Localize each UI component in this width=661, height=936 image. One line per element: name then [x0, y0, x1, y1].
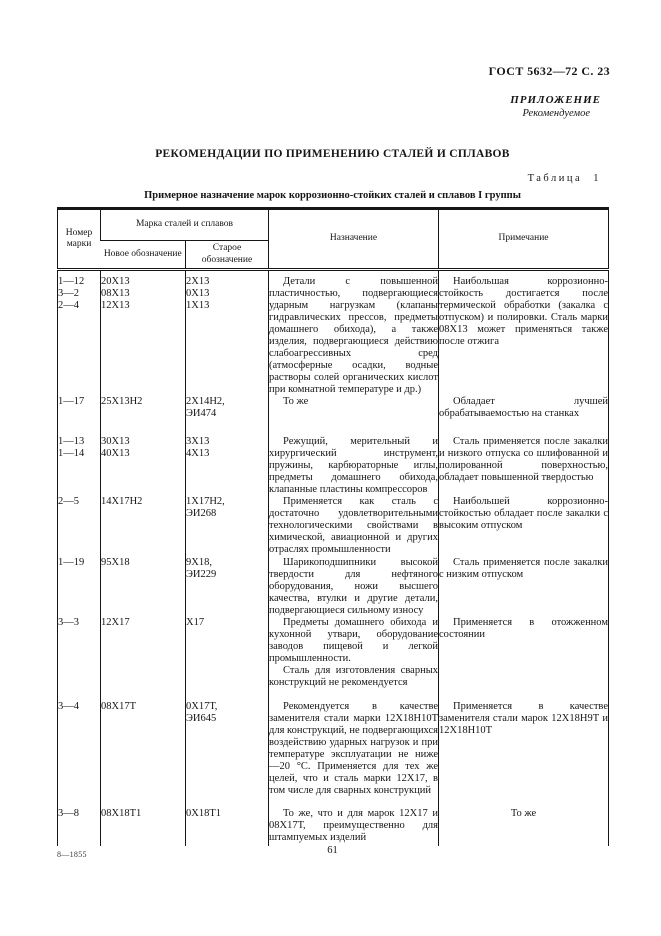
cell-new-designation [101, 557, 186, 617]
steel-grade-old: 0Х18Т1 [186, 808, 221, 819]
steel-grade-old: 0Х13 [186, 288, 210, 299]
table-row [58, 808, 609, 846]
cell-note [439, 270, 609, 397]
mark-number: 1—13 [58, 436, 85, 447]
table-row [58, 496, 609, 557]
cell-old-designation [186, 808, 269, 846]
cell-purpose [269, 496, 439, 557]
cell-mark-numbers [58, 557, 101, 617]
cell-old-designation [186, 270, 269, 397]
cell-mark-numbers [58, 808, 101, 846]
steel-grade-old: 2Х14Н2, [186, 396, 225, 407]
cell-mark-numbers [58, 436, 101, 496]
cell-note [439, 808, 609, 846]
gost-standard-header: ГОСТ 5632—72 С. 23 [488, 64, 610, 78]
steel-grade: 08Х13 [101, 288, 130, 299]
cell-new-designation [101, 270, 186, 397]
steel-grade: 12Х13 [101, 300, 130, 311]
purpose-paragraph: Сталь для изготовления сварных конструкций не рекомендуется [269, 665, 438, 688]
mark-number: 3—3 [58, 617, 79, 628]
steel-grade-old: ЭИ474 [186, 408, 217, 419]
note-paragraph: Сталь применяется после закалки и низкого отпуска со шлифованной и полированной поверхностью, обладает повышенной твердостью [439, 436, 608, 483]
purpose-paragraph: То же [283, 396, 309, 407]
steel-grade-old: ЭИ645 [186, 713, 217, 724]
mark-number: 3—8 [58, 808, 79, 819]
mark-number: 1—19 [58, 557, 85, 568]
steel-grade-old: 3Х13 [186, 436, 210, 447]
cell-mark-numbers [58, 617, 101, 701]
cell-mark-numbers [58, 270, 101, 397]
page-title: РЕКОМЕНДАЦИИ ПО ПРИМЕНЕНИЮ СТАЛЕЙ И СПЛАВОВ [155, 148, 510, 160]
steel-grade: 40Х13 [101, 448, 130, 459]
cell-old-designation [186, 436, 269, 496]
cell-note [439, 396, 609, 436]
cell-note [439, 496, 609, 557]
steel-grade: 08Х17Т [101, 701, 136, 712]
steel-grade-old: 9Х18, [186, 557, 212, 568]
steel-grade-old: ЭИ229 [186, 569, 217, 580]
table-label: Таблица 1 [527, 173, 601, 184]
cell-old-designation [186, 557, 269, 617]
header-old-designation: Старое обозначение [186, 241, 269, 270]
cell-mark-numbers [58, 496, 101, 557]
cell-old-designation [186, 396, 269, 436]
note-paragraph: Наибольшая коррозионно-стойкость достигается после термической обработки (закалка с отпуском) и полировки. Сталь марки 08Х13 может применяться также после отжига [439, 276, 608, 347]
mark-number: 3—2 [58, 288, 79, 299]
note-paragraph: Обладает лучшей обрабатываемостью на станках [439, 396, 608, 419]
note-paragraph: Наибольшей коррозионно-стойкостью обладает после закалки с высоким отпуском [439, 496, 608, 531]
table-header [58, 209, 609, 270]
cell-note [439, 617, 609, 701]
steel-grade: 20Х13 [101, 276, 130, 287]
table-caption: Примерное назначение марок коррозионно-стойких сталей и сплавов I группы [144, 190, 521, 201]
steel-grade-old: ЭИ268 [186, 508, 217, 519]
steel-grade-old: 4Х13 [186, 448, 210, 459]
mark-number: 2—4 [58, 300, 79, 311]
annex-title: ПРИЛОЖЕНИЕ [510, 94, 601, 106]
steel-grade-old: 1Х13 [186, 300, 210, 311]
table-row [58, 436, 609, 496]
cell-note [439, 557, 609, 617]
header-mark-number: Номер марки [58, 209, 101, 270]
cell-new-designation [101, 808, 186, 846]
header-note: Примечание [439, 209, 609, 270]
steel-grade: 08Х18Т1 [101, 808, 142, 819]
mark-number: 1—12 [58, 276, 85, 287]
mark-number: 1—17 [58, 396, 85, 407]
steel-grade: 30Х13 [101, 436, 130, 447]
note-paragraph: Применяется в качестве заменителя стали марок 12Х18Н9Т и 12Х18Н10Т [439, 701, 608, 736]
steel-grade-old: Х17 [186, 617, 205, 628]
table-row [58, 396, 609, 436]
purpose-paragraph: Режущий, мерительный и хирургический инструмент, пружины, карбюраторные иглы, предметы домашнего обихода, клапанные пластины компрессоров [269, 436, 438, 495]
cell-old-designation [186, 701, 269, 808]
page-number: 61 [327, 845, 338, 856]
cell-new-designation [101, 496, 186, 557]
steel-grade-old: 0Х17Т, [186, 701, 218, 712]
steel-grades-table [57, 207, 609, 846]
table-row [58, 617, 609, 701]
steel-grade-old: 2Х13 [186, 276, 210, 287]
cell-new-designation [101, 396, 186, 436]
steel-grade: 12Х17 [101, 617, 130, 628]
note-paragraph: Сталь применяется после закалки с низким отпуском [439, 557, 608, 580]
cell-new-designation [101, 701, 186, 808]
cell-mark-numbers [58, 701, 101, 808]
cell-old-designation [186, 496, 269, 557]
header-new-designation: Новое обозначение [101, 241, 186, 270]
cell-purpose [269, 808, 439, 846]
steel-grade-old: 1Х17Н2, [186, 496, 225, 507]
purpose-paragraph: Шарикоподшипники высокой твердости для нефтяного оборудования, ножи высшего качества, втулки и другие детали, подвергающиеся сильному износу [269, 557, 438, 616]
steel-grade: 25Х13Н2 [101, 396, 143, 407]
mark-number: 2—5 [58, 496, 79, 507]
cell-note [439, 436, 609, 496]
print-order-number: 8—1855 [57, 850, 87, 859]
note-paragraph: То же [510, 808, 537, 819]
cell-new-designation [101, 617, 186, 701]
cell-purpose [269, 701, 439, 808]
table-body [58, 270, 609, 847]
purpose-paragraph: Детали с повышенной пластичностью, подвергающиеся ударным нагрузкам (клапаны гидравлических прессов, предметы домашнего обихода), а также изделия, подвергающиеся действию слабоагрессивных сред (атмосферные осадки, водные растворы солей органических кислот при комнатной температуре и др.) [269, 276, 438, 395]
cell-purpose [269, 270, 439, 397]
purpose-paragraph: Применяется как сталь с достаточно удовлетворительными технологическими свойствами в химической, авиационной и других отраслях промышленности [269, 496, 438, 555]
cell-purpose [269, 617, 439, 701]
cell-new-designation [101, 436, 186, 496]
header-mark-group: Марка сталей и сплавов [101, 209, 269, 241]
table-row [58, 557, 609, 617]
cell-old-designation [186, 617, 269, 701]
mark-number: 1—14 [58, 448, 85, 459]
mark-number: 3—4 [58, 701, 79, 712]
cell-purpose [269, 396, 439, 436]
cell-purpose [269, 436, 439, 496]
cell-mark-numbers [58, 396, 101, 436]
table-row [58, 701, 609, 808]
note-paragraph: Применяется в отожженном состоянии [439, 617, 608, 640]
cell-note [439, 701, 609, 808]
purpose-paragraph: То же, что и для марок 12Х17 и 08Х17Т, преимущественно для штампуемых изделий [269, 808, 438, 843]
steel-grade: 95Х18 [101, 557, 130, 568]
table-row [58, 270, 609, 397]
purpose-paragraph: Рекомендуется в качестве заменителя стали марки 12Х18Н10Т для конструкций, не подвергающихся воздействию ударных нагрузок и при температуре эксплуатации не ниже —20 °С. Применяется для тех же целей, что и сталь марки 12Х17, в том числе для сварных конструкций [269, 701, 438, 796]
header-purpose: Назначение [269, 209, 439, 270]
steel-grade: 14Х17Н2 [101, 496, 143, 507]
cell-purpose [269, 557, 439, 617]
annex-subtitle: Рекомендуемое [522, 108, 590, 119]
purpose-paragraph: Предметы домашнего обихода и кухонной утвари, оборудование заводов пищевой и легкой промышленности. [269, 617, 438, 664]
